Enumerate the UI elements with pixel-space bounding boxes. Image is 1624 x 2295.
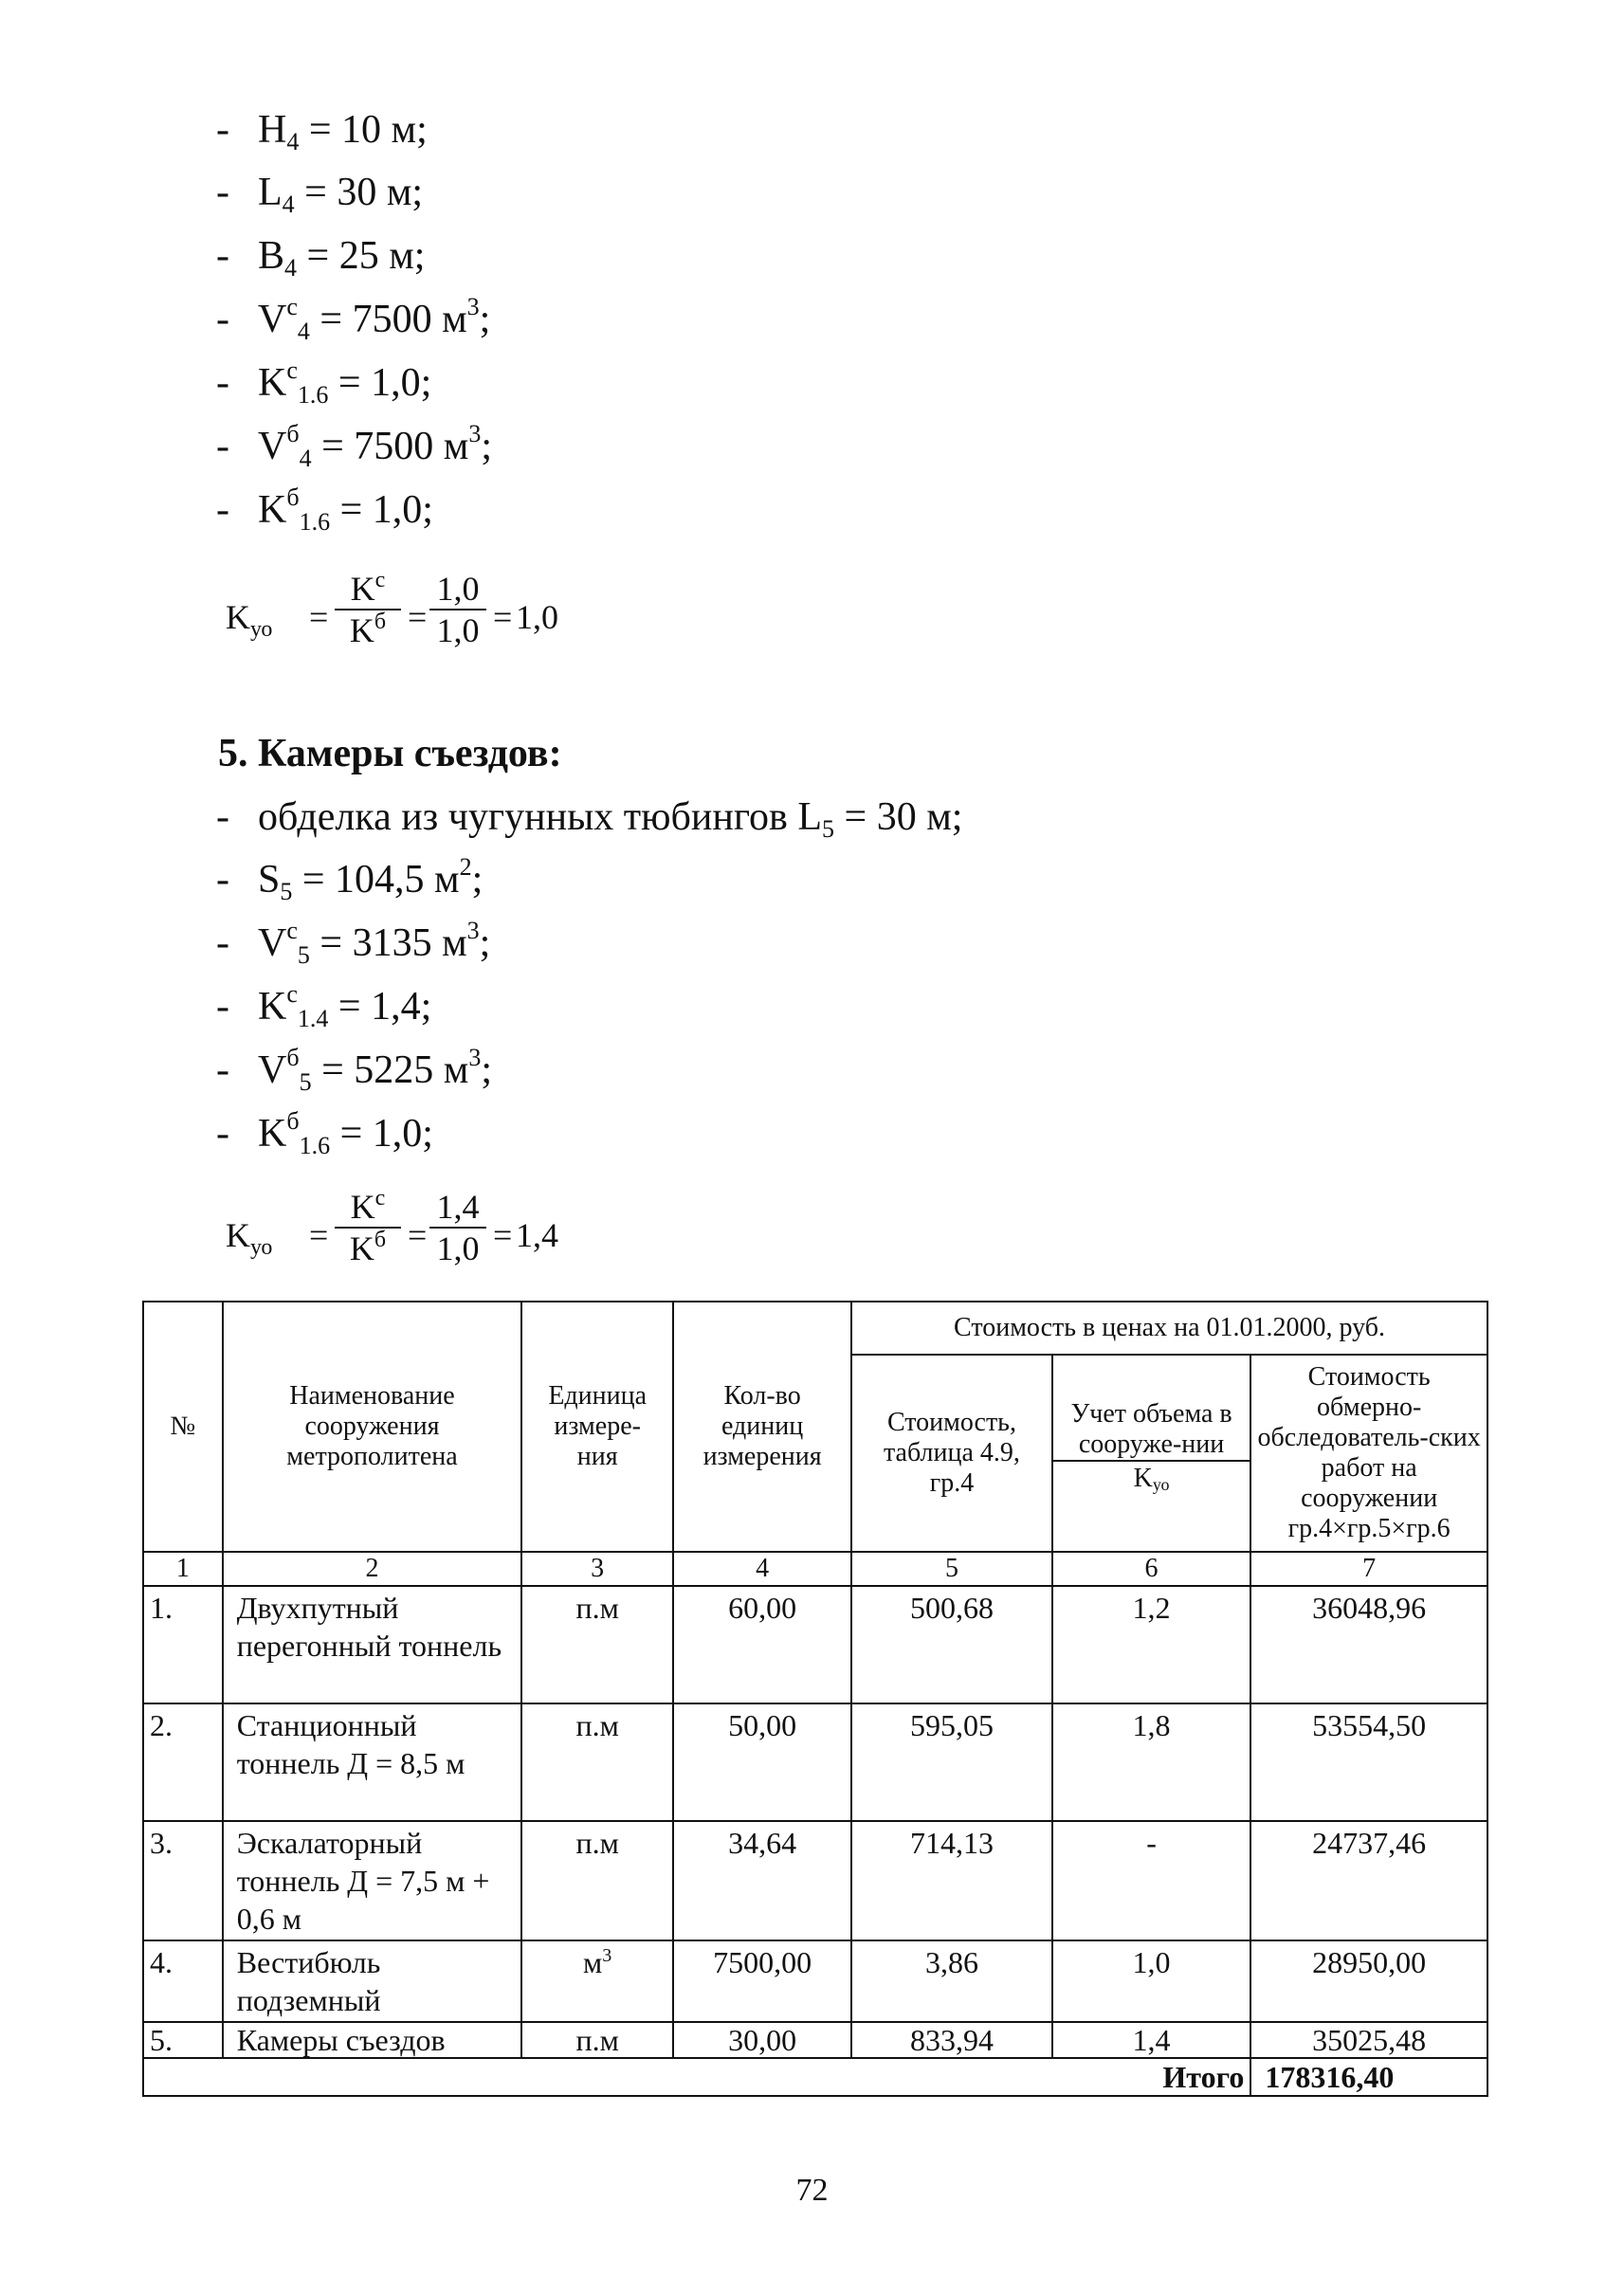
cost-table	[142, 1301, 1488, 2097]
param-line: - $K^б_{1.6} = 1,0$;	[216, 1107, 433, 1159]
param-text: обделка из чугунных тюбингов $L_5 = 30$ м;	[258, 795, 963, 843]
param-text: $B_4 = 25$ м;	[258, 234, 426, 282]
total-label: Итого	[143, 2058, 1250, 2096]
formula-lhs: $K_{уо}$	[226, 1216, 273, 1260]
table-row: 4. Вестибюль подземный $м^3$ 7500,00 3,86 1,0 28950,00	[143, 1940, 1487, 2022]
total-value: 178316,40	[1250, 2058, 1487, 2096]
param-line: - $V^б_4 = 7500$ $м^3$;	[216, 420, 493, 472]
column-number-row: 1 2 3 4 5 6 7	[143, 1552, 1487, 1586]
param-text: $H_4 = 10$ м;	[258, 108, 428, 155]
param-line: - $V^б_5 = 5225$ $м^3$;	[216, 1044, 493, 1096]
param-line: - обделка из чугунных тюбингов $L_5 = 30$ м;	[216, 795, 963, 843]
fraction-symbolic: $K^с$ $K^б$	[335, 569, 401, 650]
param-text: $K^б_{1.6} = 1,0$;	[258, 1107, 433, 1159]
param-text: $K^б_{1.6} = 1,0$;	[258, 483, 433, 536]
table-row: 5. Камеры съездов п.м 30,00 833,94 1,4 35025,48	[143, 2022, 1487, 2058]
header-total: Стоимость обмерно-обследователь-ских работ на сооружении гр.4×гр.5×гр.6	[1250, 1355, 1487, 1552]
formula-result: 1,4	[516, 1216, 558, 1254]
header-name: Наименование сооружения метрополитена	[223, 1302, 522, 1552]
param-text: $S_5 = 104,5$ $м^2$;	[258, 853, 484, 905]
param-line: - $V^с_5 = 3135$ $м^3$;	[216, 917, 491, 969]
header-kyo: $K_{уо}$	[1052, 1461, 1251, 1552]
header-cost-group: Стоимость в ценах на 01.01.2000, руб.	[851, 1302, 1487, 1355]
param-text: $V^с_4 = 7500$ $м^3$;	[258, 293, 491, 345]
param-text: $V^с_5 = 3135$ $м^3$;	[258, 917, 491, 969]
table-row: 2. Станционный тоннель Д = 8,5 м п.м 50,00 595,05 1,8 53554,50	[143, 1703, 1487, 1821]
table-row: 3. Эскалаторный тоннель Д = 7,5 м + 0,6 м п.м 34,64 714,13 - 24737,46	[143, 1821, 1487, 1940]
param-line: - $K^б_{1.6} = 1,0$;	[216, 483, 433, 536]
param-line: - $K^с_{1.6} = 1,0$;	[216, 356, 432, 409]
header-qty: Кол-во единиц измерения	[673, 1302, 851, 1552]
param-text: $K^с_{1.4} = 1,4$;	[258, 980, 432, 1032]
header-unit: Единица измере-ния	[521, 1302, 673, 1552]
param-text: $L_4 = 30$ м;	[258, 171, 424, 218]
header-cost: Стоимость, таблица 4.9, гр.4	[851, 1355, 1052, 1552]
total-row	[143, 2058, 1487, 2096]
page-number: 72	[795, 2173, 829, 2208]
header-volume: Учет объема в сооруже-нии	[1052, 1355, 1251, 1461]
fraction-numeric: $\frac{1,4}{1,0}$	[429, 1187, 486, 1268]
param-line: - $B_4 = 25$ м;	[216, 234, 426, 282]
formula-lhs: $K_{уо}$	[226, 598, 273, 642]
fraction-symbolic: $K^с$ $K^б$	[335, 1187, 401, 1268]
param-line: - $K^с_{1.4} = 1,4$;	[216, 980, 432, 1032]
section-heading: 5. Камеры съездов:	[218, 732, 562, 775]
formula-result: 1,0	[516, 598, 558, 636]
param-line: - $L_4 = 30$ м;	[216, 171, 424, 218]
fraction-numeric: $\frac{1,0}{1,0}$	[429, 569, 486, 650]
param-line: - $V^с_4 = 7500$ $м^3$;	[216, 293, 491, 345]
param-line: - $S_5 = 104,5$ $м^2$;	[216, 853, 484, 905]
header-no: №	[143, 1302, 223, 1552]
param-text: $V^б_4 = 7500$ $м^3$;	[258, 420, 493, 472]
param-line: - $H_4 = 10$ м;	[216, 108, 428, 155]
param-text: $K^с_{1.6} = 1,0$;	[258, 356, 432, 409]
table-row: 1. Двухпутный перегонный тоннель п.м 60,00 500,68 1,2 36048,96	[143, 1586, 1487, 1703]
param-text: $V^б_5 = 5225$ $м^3$;	[258, 1044, 493, 1096]
